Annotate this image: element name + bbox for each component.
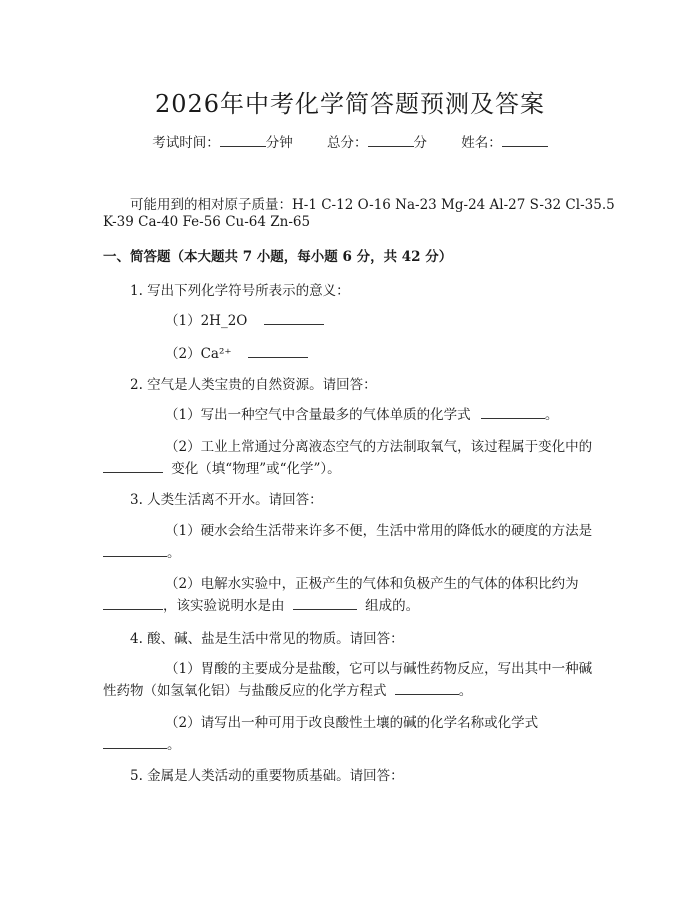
q3-sub2-blank-2[interactable] [293, 597, 357, 610]
score-label: 总分： [327, 135, 368, 151]
q2-sub1-end: 。 [544, 407, 559, 423]
q1-sub2-blank[interactable] [248, 345, 308, 358]
question-3-stem: 3. 人类生活离不开水。请回答： [130, 492, 323, 508]
q1-sub1-text: （1）2H_2O [165, 313, 248, 329]
q2-sub2-text: 变化（填“物理”或“化学”）。 [171, 461, 341, 477]
exam-time [152, 135, 293, 151]
exam-meta [0, 131, 700, 151]
question-4-sub-2-line-2 [103, 733, 181, 753]
atomic-mass-line-1: 可能用到的相对原子质量：H-1 C-12 O-16 Na-23 Mg-24 Al-27 S-32 Cl-35.5 [130, 197, 615, 213]
section-heading: 一、简答题（本大题共 7 小题，每小题 6 分，共 42 分） [103, 249, 453, 265]
q4-sub1-blank[interactable] [395, 682, 459, 695]
name-label: 姓名： [461, 135, 502, 151]
q1-sub2-text: （2）Ca²⁺ [165, 346, 232, 362]
question-2-stem: 2. 空气是人类宝贵的自然资源。请回答： [130, 377, 377, 393]
question-4-stem: 4. 酸、碱、盐是生活中常见的物质。请回答： [130, 631, 404, 647]
q4-sub1-text: 性药物（如氢氧化铝）与盐酸反应的化学方程式 [103, 683, 387, 699]
score-unit: 分 [413, 135, 427, 151]
question-1-stem: 1. 写出下列化学符号所表示的意义： [130, 283, 350, 299]
q4-sub2-blank[interactable] [103, 736, 167, 749]
question-3-sub-2-line-2 [103, 594, 419, 614]
q3-sub2-mid: ，该实验说明水是由 [163, 598, 285, 614]
time-unit: 分钟 [265, 135, 293, 151]
name-blank[interactable] [502, 134, 548, 147]
exam-score [327, 135, 427, 151]
question-5-stem: 5. 金属是人类活动的重要物质基础。请回答： [130, 768, 404, 784]
q2-sub1-text: （1）写出一种空气中含量最多的气体单质的化学式 [165, 407, 471, 423]
atomic-mass-line-2: K-39 Ca-40 Fe-56 Cu-64 Zn-65 [103, 214, 311, 230]
q1-sub1-blank[interactable] [264, 312, 324, 325]
q2-sub1-blank[interactable] [481, 406, 545, 419]
page-title: 2026年中考化学简答题预测及答案 [154, 90, 546, 118]
time-label: 考试时间： [152, 135, 220, 151]
question-3-sub-2-line-1: （2）电解水实验中，正极产生的气体和负极产生的气体的体积比约为 [165, 576, 579, 592]
q4-sub2-end: 。 [167, 737, 181, 753]
time-blank[interactable] [220, 134, 266, 147]
question-3-sub-1-line-2 [103, 541, 181, 561]
q4-sub1-end: 。 [458, 683, 473, 699]
question-4-sub-1-line-2 [103, 679, 472, 699]
q3-sub2-end: 组成的。 [365, 598, 420, 614]
q3-sub2-blank-1[interactable] [103, 597, 163, 610]
q2-sub2-blank[interactable] [103, 460, 163, 473]
question-1-sub-1 [165, 309, 324, 329]
question-2-sub-2-line-1: （2）工业上常通过分离液态空气的方法制取氧气，该过程属于变化中的 [165, 439, 593, 455]
question-4-sub-2-line-1: （2）请写出一种可用于改良酸性土壤的碱的化学名称或化学式 [165, 715, 539, 731]
q3-sub1-end: 。 [167, 545, 181, 561]
question-4-sub-1-line-1: （1）胃酸的主要成分是盐酸，它可以与碱性药物反应，写出其中一种碱 [165, 661, 593, 677]
q3-sub1-blank[interactable] [103, 544, 167, 557]
question-3-sub-1-line-1: （1）硬水会给生活带来许多不便，生活中常用的降低水的硬度的方法是 [165, 523, 593, 539]
question-2-sub-1 [165, 403, 558, 423]
question-2-sub-2-line-2 [103, 457, 341, 477]
question-1-sub-2 [165, 342, 308, 362]
score-blank[interactable] [368, 134, 414, 147]
exam-name [461, 135, 548, 151]
